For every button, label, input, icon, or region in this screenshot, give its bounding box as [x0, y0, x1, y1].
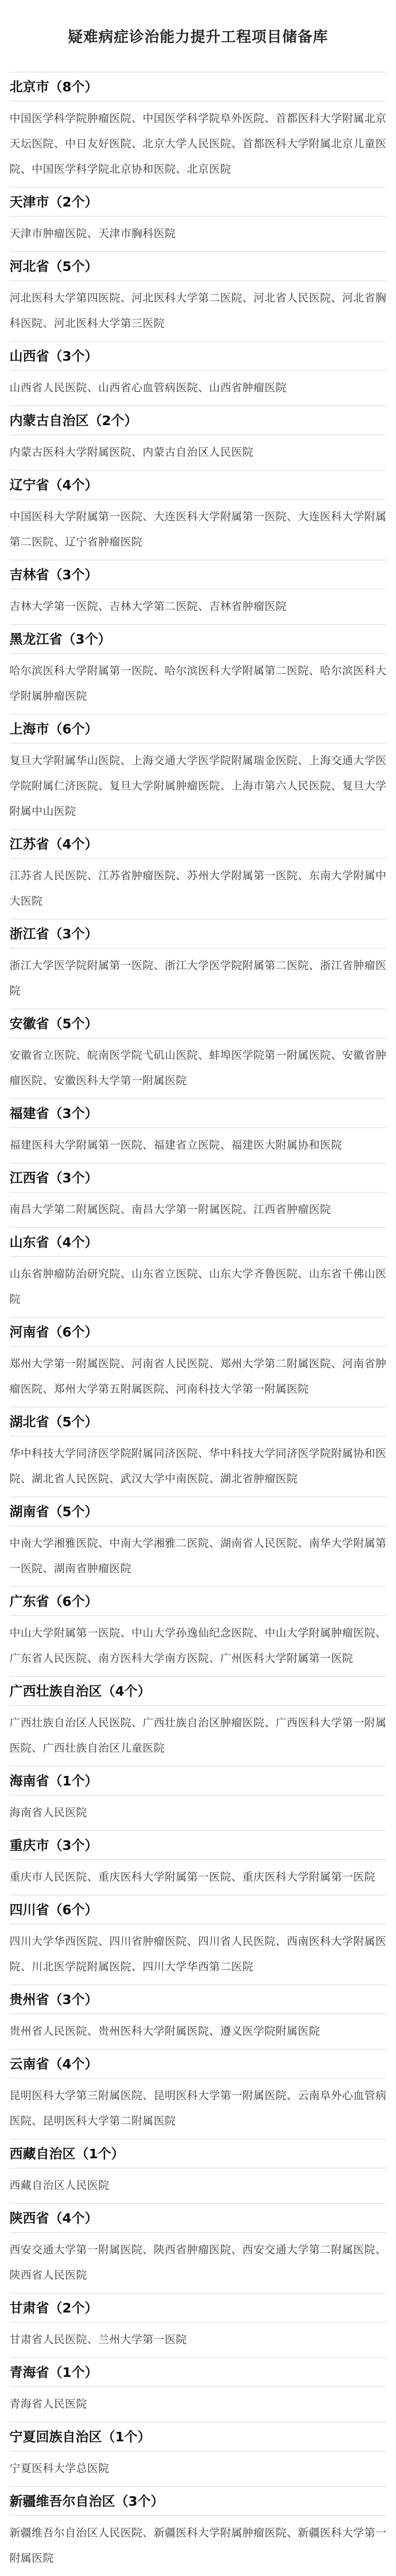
region-heading: 江苏省（4个）	[10, 830, 386, 859]
hospital-list: 复旦大学附属华山医院、上海交通大学医学院附属瑞金医院、上海交通大学医学院附属仁济医院、复旦大学附属肿瘤医院、上海市第六人民医院、复旦大学附属中山医院	[10, 754, 386, 817]
region-section	[10, 187, 386, 251]
region-heading: 新疆维吾尔自治区（3个）	[10, 2487, 386, 2516]
hospital-list: 昆明医科大学第三附属医院、昆明医科大学第一附属医院、云南阜外心血管病医院、昆明医科大学第二附属医院	[10, 2089, 386, 2127]
region-heading: 云南省（4个）	[10, 2049, 386, 2079]
region-heading: 北京市（8个）	[10, 72, 386, 101]
region-heading: 山西省（3个）	[10, 342, 386, 371]
region-list	[10, 72, 386, 2576]
hospital-list: 南昌大学第二附属医院、南昌大学第一附属医院、江西省肿瘤医院	[10, 1203, 331, 1216]
region-heading: 广东省（6个）	[10, 1587, 386, 1616]
hospital-list: 海南省人民医院	[10, 1806, 87, 1819]
hospital-list: 宁夏医科大学总医院	[10, 2462, 109, 2475]
hospital-list: 山东省肿瘤防治研究院、山东省立医院、山东大学齐鲁医院、山东省千佛山医院	[10, 1267, 386, 1305]
hospital-list: 中国医科大学附属第一医院、大连医科大学附属第一医院、大连医科大学附属第二医院、辽宁省肿瘤医院	[10, 510, 386, 548]
region-heading: 河北省（5个）	[10, 252, 386, 281]
region-heading: 山东省（4个）	[10, 1228, 386, 1257]
region-heading: 上海市（6个）	[10, 714, 386, 744]
region-section	[10, 1317, 386, 1407]
region-section	[10, 251, 386, 341]
hospital-list: 四川大学华西医院、四川省肿瘤医院、四川省人民医院、西南医科大学附属医院、川北医学院附属医院、四川大学华西第二医院	[10, 1935, 386, 1973]
region-heading: 辽宁省（4个）	[10, 471, 386, 500]
region-heading: 福建省（3个）	[10, 1099, 386, 1128]
hospital-list: 吉林大学第一医院、吉林大学第二医院、吉林省肿瘤医院	[10, 600, 287, 613]
region-section	[10, 1497, 386, 1586]
region-section	[10, 470, 386, 560]
region-heading: 甘肃省（2个）	[10, 2293, 386, 2323]
region-heading: 安徽省（5个）	[10, 1009, 386, 1038]
hospital-list: 西安交通大学第一附属医院、陕西省肿瘤医院、西安交通大学第二附属医院、陕西省人民医院	[10, 2243, 386, 2281]
region-section	[10, 2049, 386, 2139]
region-section	[10, 1098, 386, 1163]
region-section	[10, 829, 386, 919]
hospital-list: 郑州大学第一附属医院、河南省人民医院、郑州大学第二附属医院、河南省肿瘤医院、郑州大学第五附属医院、河南科技大学第一附属医院	[10, 1357, 386, 1395]
region-heading: 吉林省（3个）	[10, 560, 386, 589]
region-heading: 四川省（6个）	[10, 1895, 386, 1924]
region-section	[10, 1227, 386, 1317]
region-heading: 浙江省（3个）	[10, 919, 386, 948]
hospital-list: 内蒙古医科大学附属医院、内蒙古自治区人民医院	[10, 446, 253, 458]
region-heading: 湖北省（5个）	[10, 1407, 386, 1436]
hospital-list: 中山大学附属第一医院、中山大学孙逸仙纪念医院、中山大学附属肿瘤医院、广东省人民医院、南方医科大学南方医院、广州医科大学附属第一医院	[10, 1627, 386, 1665]
region-heading: 黑龙江省（3个）	[10, 625, 386, 654]
region-heading: 贵州省（3个）	[10, 1985, 386, 2014]
region-section	[10, 560, 386, 624]
region-section	[10, 2357, 386, 2422]
region-heading: 天津市（2个）	[10, 187, 386, 217]
region-section	[10, 1009, 386, 1098]
region-section	[10, 2486, 386, 2576]
hospital-list: 华中科技大学同济医学院附属同济医院、华中科技大学同济医学院附属协和医院、湖北省人民医院、武汉大学中南医院、湖北省肿瘤医院	[10, 1447, 386, 1485]
hospital-list: 安徽省立医院、皖南医学院弋矶山医院、蚌埠医学院第一附属医院、安徽省肿瘤医院、安徽医科大学第一附属医院	[10, 1049, 386, 1087]
region-heading: 宁夏回族自治区（1个）	[10, 2422, 386, 2451]
region-section	[10, 406, 386, 470]
hospital-list: 中国医学科学院肿瘤医院、中国医学科学院阜外医院、首都医科大学附属北京天坛医院、中日友好医院、北京大学人民医院、首都医科大学附属北京儿童医院、中国医学科学院北京协和医院、北京医院	[10, 112, 386, 175]
hospital-list: 山西省人民医院、山西省心血管病医院、山西省肿瘤医院	[10, 381, 287, 394]
hospital-list: 天津市肿瘤医院、天津市胸科医院	[10, 227, 176, 240]
region-section	[10, 1407, 386, 1497]
region-section	[10, 1895, 386, 1985]
region-section	[10, 2139, 386, 2203]
region-section	[10, 2422, 386, 2486]
region-section	[10, 1766, 386, 1830]
region-heading: 湖南省（5个）	[10, 1497, 386, 1526]
region-section	[10, 72, 386, 187]
region-section	[10, 1985, 386, 2049]
hospital-list: 青海省人民医院	[10, 2398, 87, 2410]
region-heading: 海南省（1个）	[10, 1766, 386, 1795]
hospital-list: 河北医科大学第四医院、河北医科大学第二医院、河北省人民医院、河北省胸科医院、河北医科大学第三医院	[10, 292, 386, 330]
region-heading: 江西省（3个）	[10, 1163, 386, 1192]
hospital-list: 福建医科大学附属第一医院、福建省立医院、福建医大附属协和医院	[10, 1139, 342, 1151]
region-heading: 重庆市（3个）	[10, 1831, 386, 1860]
region-section	[10, 1586, 386, 1676]
hospital-list: 哈尔滨医科大学附属第一医院、哈尔滨医科大学附属第二医院、哈尔滨医科大学附属肿瘤医院	[10, 664, 386, 702]
region-section	[10, 1830, 386, 1895]
hospital-list: 江苏省人民医院、江苏省肿瘤医院、苏州大学附属第一医院、东南大学附属中大医院	[10, 869, 386, 907]
hospital-list: 中南大学湘雅医院、中南大学湘雅二医院、湖南省人民医院、南华大学附属第一医院、湖南省肿瘤医院	[10, 1537, 386, 1575]
region-section	[10, 1676, 386, 1766]
hospital-list: 西藏自治区人民医院	[10, 2179, 109, 2192]
region-section	[10, 714, 386, 829]
hospital-list: 浙江大学医学院附属第一医院、浙江大学医学院附属第二医院、浙江省肿瘤医院	[10, 959, 386, 997]
region-section	[10, 624, 386, 714]
region-heading: 西藏自治区（1个）	[10, 2139, 386, 2168]
hospital-list: 新疆维吾尔自治区人民医院、新疆医科大学附属肿瘤医院、新疆医科大学第一附属医院	[10, 2526, 386, 2564]
hospital-list: 甘肃省人民医院、兰州大学第一医院	[10, 2333, 187, 2346]
region-section	[10, 919, 386, 1009]
region-heading: 青海省（1个）	[10, 2358, 386, 2387]
region-section	[10, 341, 386, 406]
hospital-list: 广西壮族自治区人民医院、广西壮族自治区肿瘤医院、广西医科大学第一附属医院、广西壮族自治区儿童医院	[10, 1716, 386, 1754]
page-title: 疑难病症诊治能力提升工程项目储备库	[68, 28, 328, 45]
region-heading: 河南省（6个）	[10, 1318, 386, 1347]
region-section	[10, 2203, 386, 2293]
region-heading: 陕西省（4个）	[10, 2204, 386, 2233]
region-section	[10, 1163, 386, 1227]
hospital-list: 重庆市人民医院、重庆医科大学附属第一医院、重庆医科大学附属第一医院	[10, 1870, 375, 1883]
region-section	[10, 2293, 386, 2357]
hospital-list: 贵州省人民医院、贵州医科大学附属医院、遵义医学院附属医院	[10, 2025, 320, 2037]
region-heading: 内蒙古自治区（2个）	[10, 406, 386, 435]
region-heading: 广西壮族自治区（4个）	[10, 1677, 386, 1706]
